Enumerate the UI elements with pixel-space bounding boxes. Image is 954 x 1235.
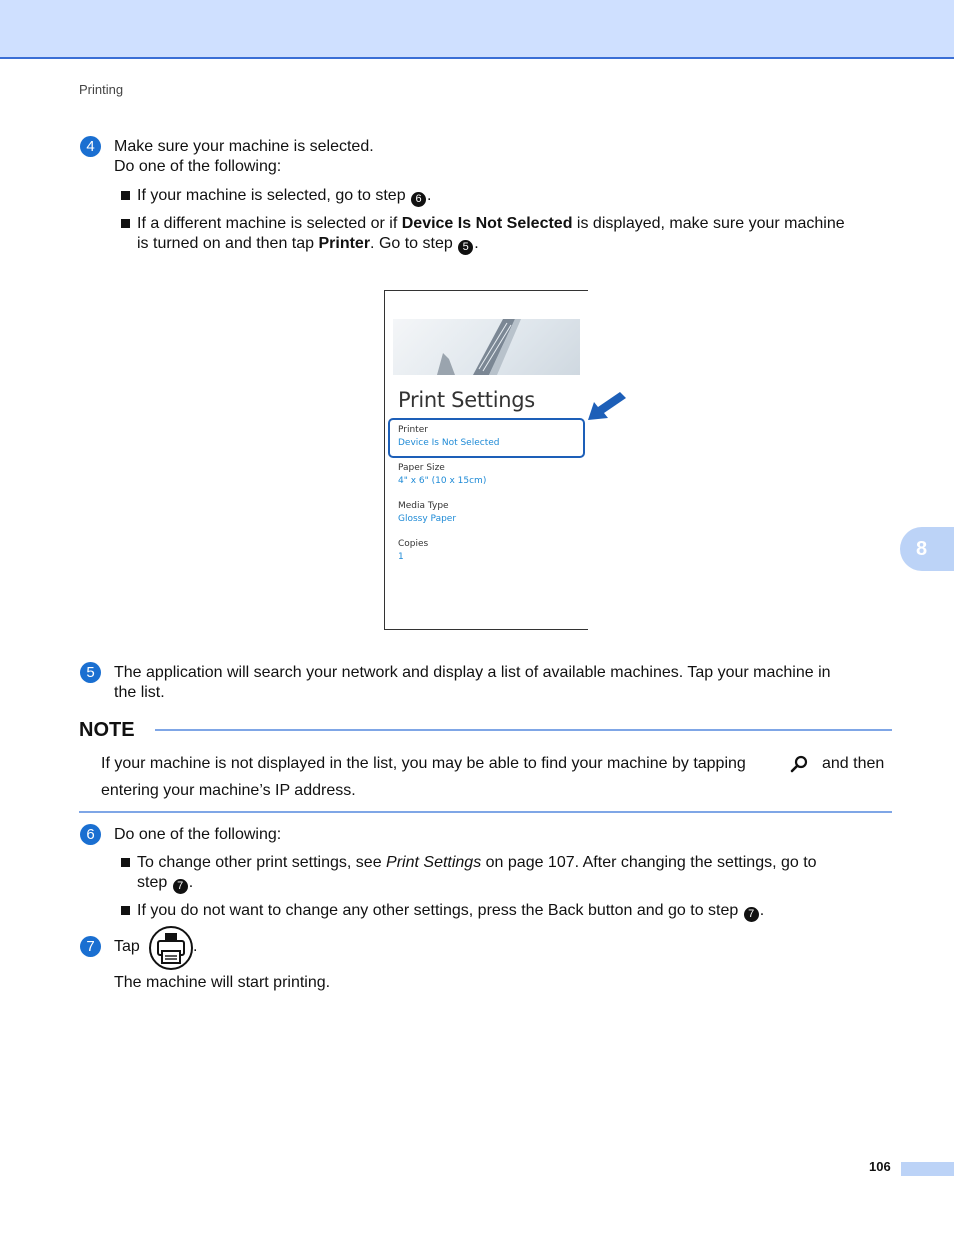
step-ref-5: 5 (458, 240, 473, 255)
bullet-text: step (137, 874, 172, 891)
note-divider-bottom (79, 811, 892, 813)
step-6-bullet-2 (137, 901, 764, 922)
bullet-square-icon (121, 906, 130, 915)
step-5-line1: The application will search your network and display a list of available machines. Tap your machine in (114, 664, 831, 681)
print-icon[interactable] (148, 925, 194, 971)
bullet-text: on page 107. After changing the settings, go to (481, 854, 817, 871)
bullet-square-icon (121, 858, 130, 867)
bullet-end: . (427, 187, 432, 204)
step-4-badge: 4 (80, 136, 101, 157)
note-title: NOTE (79, 719, 135, 741)
paper-size-value[interactable]: 4" x 6" (10 x 15cm) (398, 476, 487, 486)
step-4-line2: Do one of the following: (114, 158, 282, 175)
bullet-text: If a different machine is selected or if (137, 215, 402, 232)
step-7-tap: Tap (114, 938, 140, 955)
bullet-text: If you do not want to change any other settings, press the Back button and go to step (137, 902, 743, 919)
copies-label: Copies (398, 539, 429, 549)
step-5-badge: 5 (80, 662, 101, 683)
photo-thumbnail (393, 319, 580, 375)
bullet-end: . (474, 235, 479, 252)
print-settings-link[interactable]: Print Settings (386, 854, 482, 871)
search-icon (790, 754, 810, 774)
step-5-line2: the list. (114, 684, 165, 701)
running-head: Printing (79, 82, 124, 97)
step-4-bullet-1 (137, 186, 431, 207)
step-6-badge: 6 (80, 824, 101, 845)
bullet-text: If your machine is selected, go to step (137, 187, 411, 204)
print-settings-title: Print Settings (398, 388, 535, 412)
bullet-text: is displayed, make sure your machine (572, 215, 845, 232)
note-text-3: entering your machine’s IP address. (101, 782, 356, 799)
step-ref-7: 7 (744, 907, 759, 922)
printer-label: Printer (398, 425, 428, 435)
header-band (0, 0, 954, 59)
media-type-value[interactable]: Glossy Paper (398, 514, 457, 524)
step-7-badge: 7 (80, 936, 101, 957)
step-7-period: . (193, 938, 198, 955)
step-ref-7: 7 (173, 879, 188, 894)
device-not-selected-term: Device Is Not Selected (401, 215, 573, 232)
note-text-1: If your machine is not displayed in the list, you may be able to find your machine by tapping (101, 755, 746, 772)
step-7-line2: The machine will start printing. (114, 974, 331, 991)
bullet-square-icon (121, 191, 130, 200)
step-4-bullet-2-cont (137, 234, 479, 255)
step-6-line1: Do one of the following: (114, 826, 282, 843)
print-settings-screenshot (384, 290, 588, 630)
media-type-label: Media Type (398, 501, 449, 511)
printer-term: Printer (318, 235, 371, 252)
printer-value[interactable]: Device Is Not Selected (398, 438, 500, 448)
bullet-text: To change other print settings, see (137, 854, 387, 871)
chapter-tab: 8 (900, 527, 954, 571)
bullet-end: . (759, 902, 765, 919)
note-text-2: and then (822, 755, 885, 772)
bullet-square-icon (121, 219, 130, 228)
page-number: 106 (869, 1159, 891, 1174)
step-4-bullet-2 (137, 214, 897, 234)
step-6-bullet-1-cont (137, 873, 193, 894)
bullet-text: . Go to step (370, 235, 458, 252)
step-4-line1: Make sure your machine is selected. (114, 138, 374, 155)
bullet-end: . (188, 874, 194, 891)
pointer-arrow-icon (586, 390, 628, 422)
bullet-text: is turned on and then tap (137, 235, 319, 252)
step-6-bullet-1 (137, 853, 897, 873)
step-ref-6: 6 (411, 192, 426, 207)
copies-value[interactable]: 1 (398, 552, 404, 562)
page-number-bar (901, 1162, 954, 1176)
note-divider-top (155, 729, 892, 731)
photo-image (393, 319, 580, 375)
paper-size-label: Paper Size (398, 463, 445, 473)
